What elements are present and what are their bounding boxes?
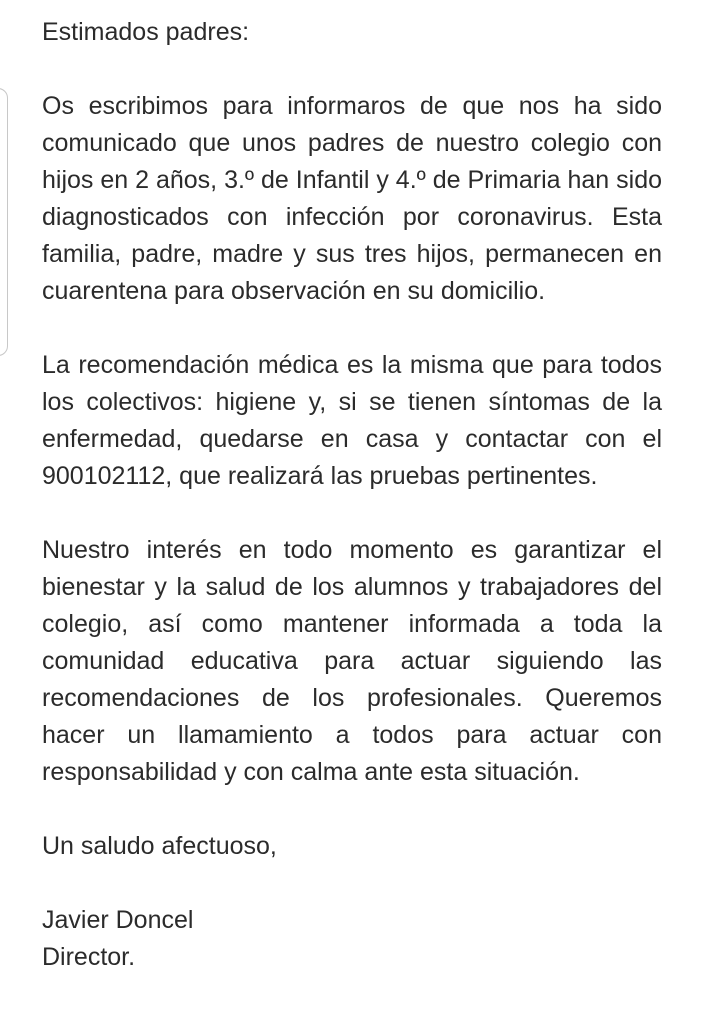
signature-name: Javier Doncel bbox=[42, 906, 194, 934]
message-body bbox=[42, 14, 662, 976]
paragraph-announcement: Os escribimos para informaros de que nos ha sido comunicado que unos padres de nuestro colegio con hijos en 2 años, 3.º de Infantil y 4.º de Primaria han sido diagnosticados con infección por coronavirus. Esta familia, padre, madre y sus tres hijos, permanecen en cuarentena para observación en su domicilio. bbox=[42, 92, 663, 305]
scroll-edge-indicator bbox=[0, 88, 8, 356]
signature-title: Director. bbox=[42, 943, 136, 971]
paragraph-interest: Nuestro interés en todo momento es garantizar el bienestar y la salud de los alumnos y trabajadores del colegio, así como mantener informada a toda la comunidad educativa para actuar siguiendo las recomendaciones de los profesionales. Queremos hacer un llamamiento a todos para actuar con responsabilidad y con calma ante esta situación. bbox=[42, 536, 662, 786]
closing-line: Un saludo afectuoso, bbox=[42, 832, 277, 860]
paragraph-recommendation: La recomendación médica es la misma que para todos los colectivos: higiene y, si se tienen síntomas de la enfermedad, quedarse en casa y contactar con el 900102112, que realizará las pruebas pertinentes. bbox=[42, 351, 662, 490]
greeting-line: Estimados padres: bbox=[42, 18, 250, 46]
